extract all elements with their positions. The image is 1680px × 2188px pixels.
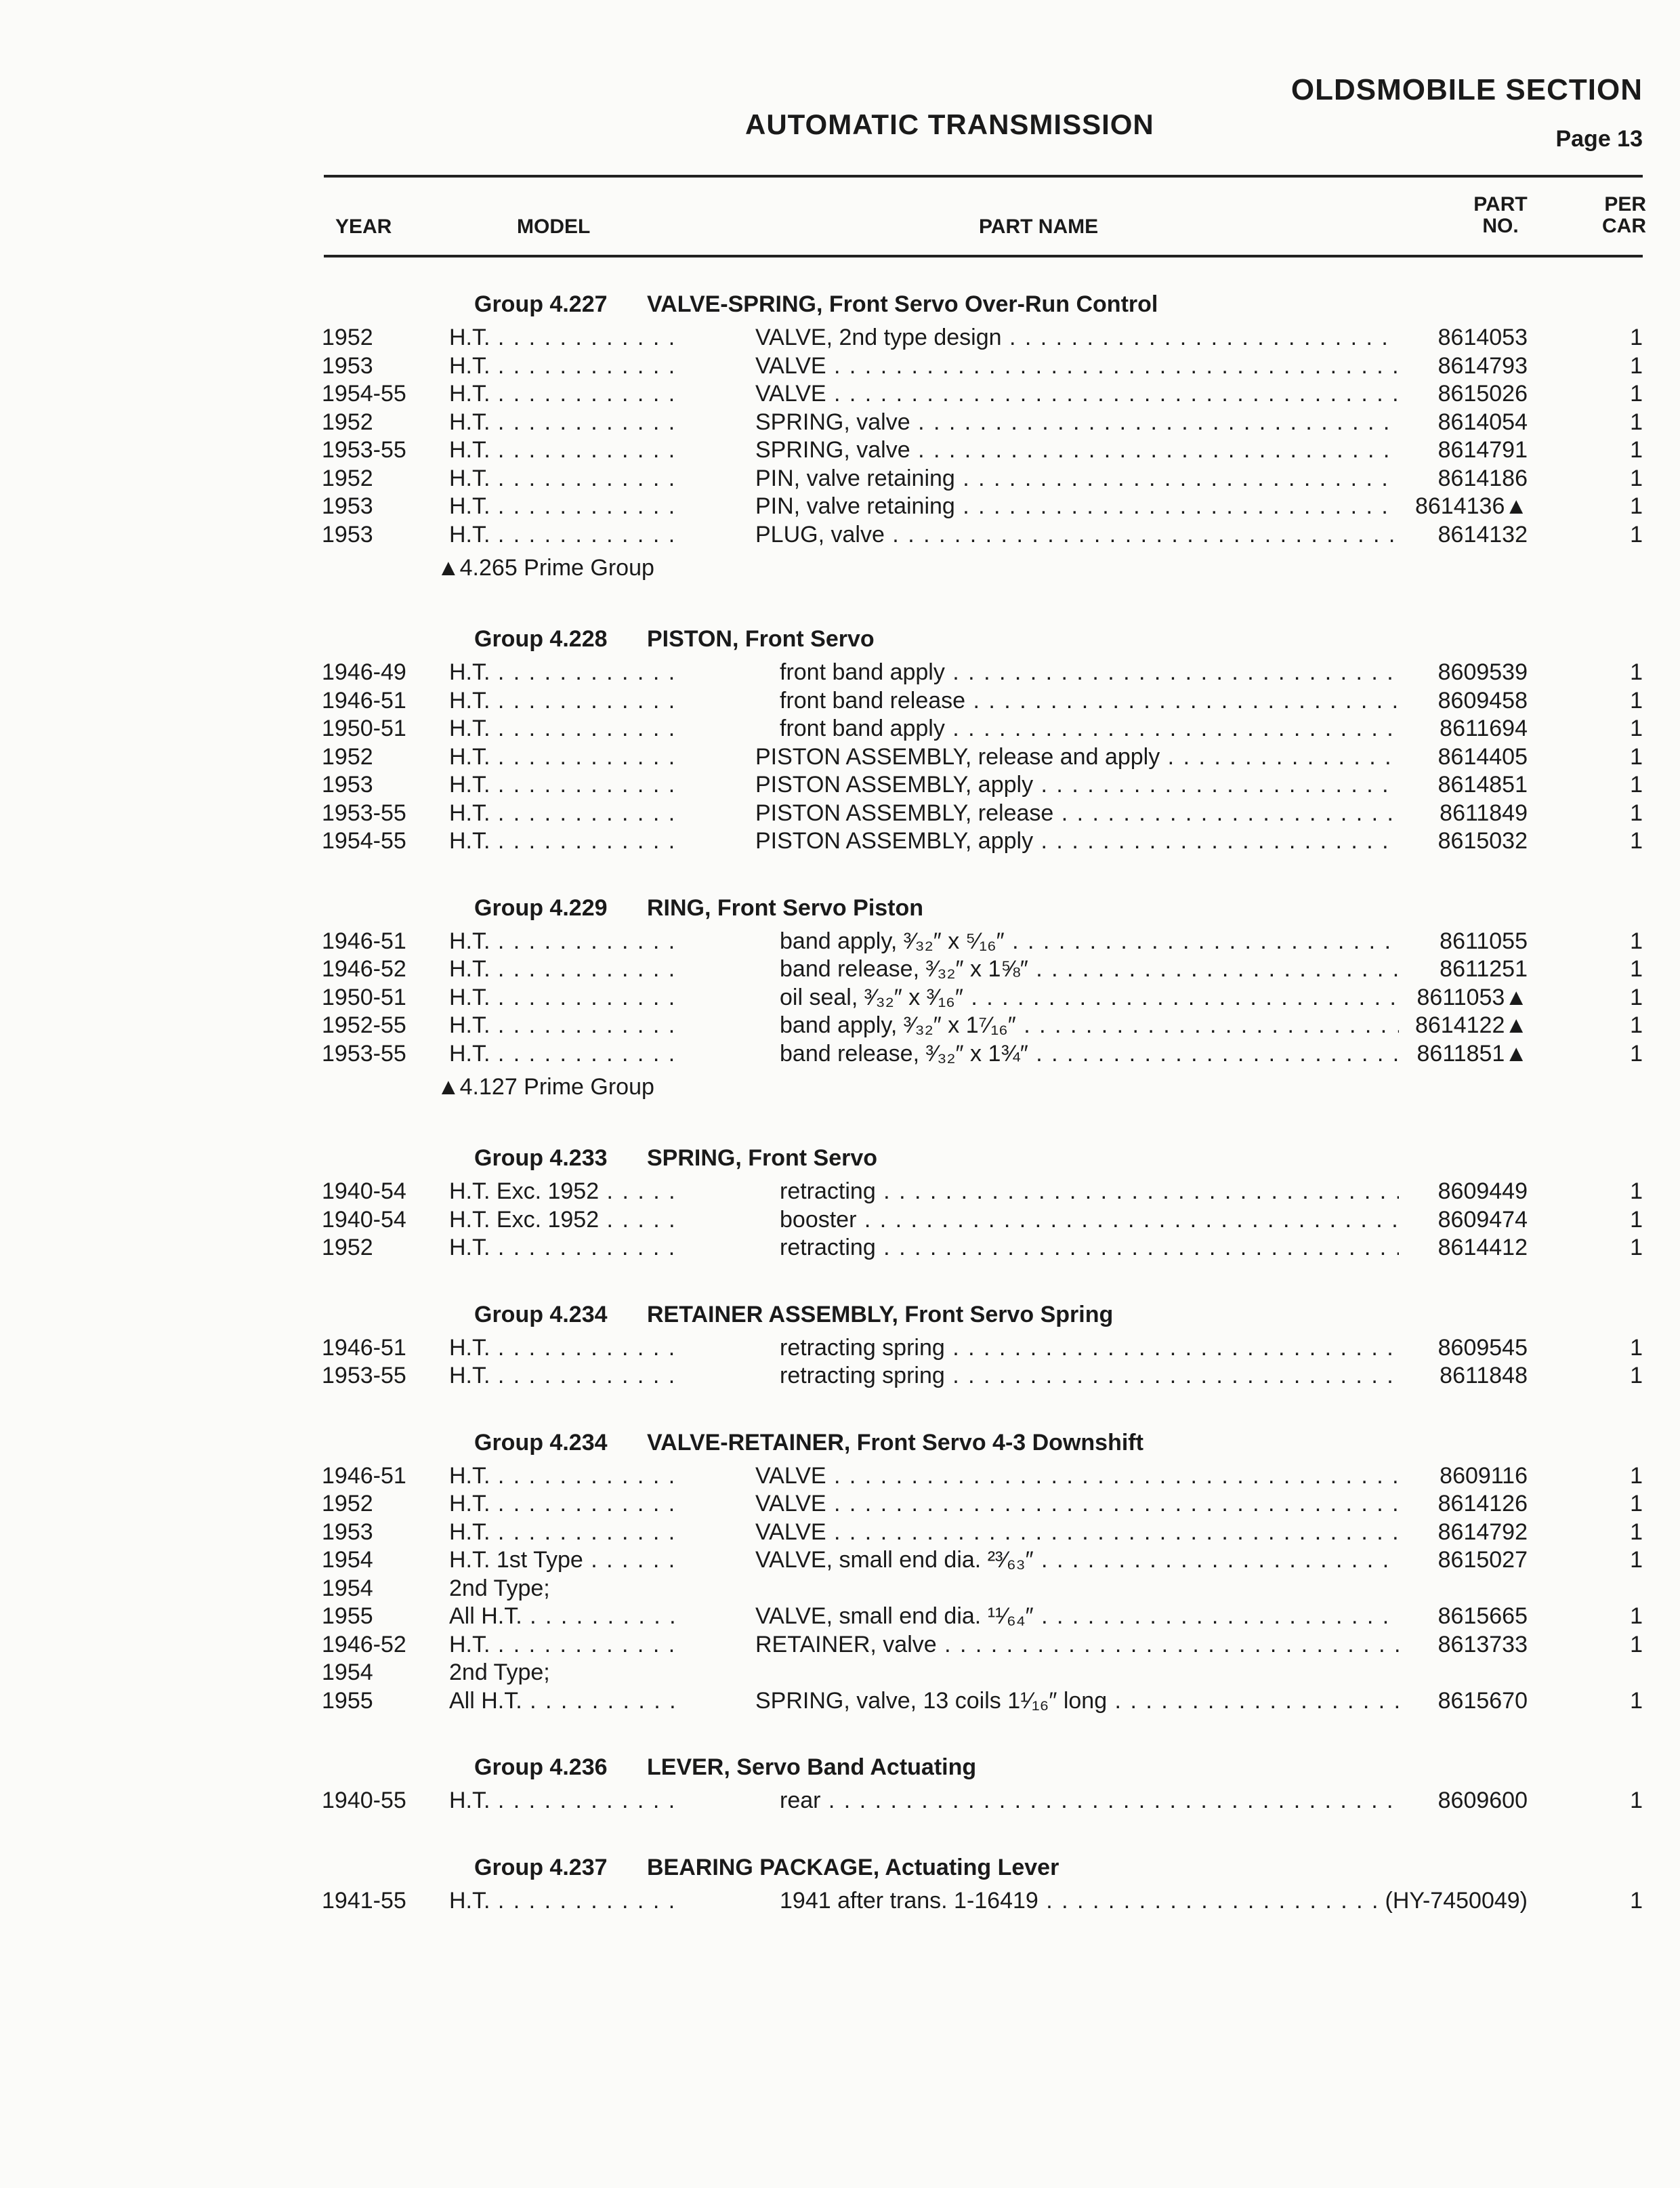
group-footnote: ▲4.265 Prime Group [437,555,654,581]
part-name: retracting . . . [780,1234,1399,1262]
section-title: OLDSMOBILE SECTION [1290,73,1643,106]
part-number: 8615665 [1434,1603,1528,1631]
group-header [322,1140,1643,1178]
part-year: 1941-55 [322,1887,406,1914]
part-model: H.T. . . . [449,1887,679,1916]
part-number: 8614132 [1434,521,1528,550]
part-name: VALVE . . . [755,1490,1399,1519]
parts-group [322,1140,1643,1262]
part-model: H.T. . . . [449,493,679,521]
part-row [322,984,1643,1012]
part-year: 1953 [322,521,373,548]
part-year: 1950-51 [322,984,406,1010]
part-row [322,1546,1643,1575]
part-row [322,715,1643,743]
part-number: 8609116 [1435,1462,1528,1491]
per-car: 1 [1630,772,1643,798]
part-year: 1952 [322,743,373,770]
group-header [322,1296,1643,1334]
part-number: 8614126 [1434,1490,1528,1519]
per-car: 1 [1630,828,1643,854]
part-number: 8609539 [1434,659,1528,687]
part-model: H.T. Exc. 1952 . . . [449,1206,679,1235]
part-year: 1955 [322,1687,373,1714]
part-year: 1946-49 [322,659,406,685]
part-row [322,1206,1643,1235]
per-car: 1 [1630,659,1643,685]
per-car: 1 [1630,465,1643,491]
part-model: H.T. . . . [449,1040,679,1069]
part-number: 8614405 [1434,743,1528,772]
group-title: LEVER, Servo Band Actuating [647,1754,977,1780]
per-car: 1 [1630,716,1643,741]
part-model: H.T. . . . [449,1519,679,1547]
part-year: 1953 [322,352,373,379]
part-model: H.T. . . . [449,1787,679,1815]
per-car: 1 [1630,493,1643,519]
per-car: 1 [1630,1788,1643,1813]
part-year: 1952 [322,465,373,491]
part-row [322,827,1643,856]
part-year: 1952 [322,1235,373,1260]
part-model: H.T. . . . [449,465,679,493]
part-model: H.T. . . . [449,352,679,381]
per-car: 1 [1630,325,1643,350]
part-row [322,493,1643,521]
part-model: H.T. . . . [449,827,679,856]
part-number: 8611251 [1435,955,1528,984]
part-model: H.T. . . . [449,715,679,743]
part-number: 8609449 [1434,1178,1528,1206]
part-row [322,1490,1643,1519]
per-car: 1 [1630,409,1643,435]
per-car: 1 [1630,1462,1643,1489]
part-model: H.T. . . . [449,436,679,465]
part-number: 8614851 [1434,771,1528,800]
part-number: 8614053 [1434,324,1528,352]
part-year: 1940-55 [322,1788,406,1813]
part-name: PISTON ASSEMBLY, apply . . . [755,771,1399,800]
part-name: VALVE . . . [755,1519,1399,1547]
part-number: (HY-7450049) [1381,1887,1528,1916]
part-number: 8614793 [1434,352,1528,381]
part-row [322,436,1643,465]
part-name: band release, ³⁄₃₂″ x 1⅝″ . . . [780,955,1399,984]
part-year: 1946-52 [322,956,406,982]
page-title: AUTOMATIC TRANSMISSION [745,108,1154,140]
part-name: oil seal, ³⁄₃₂″ x ³⁄₁₆″ . . . [780,984,1399,1012]
column-header-per-car-line2: CAR [1602,215,1646,237]
part-name: VALVE, small end dia. ¹¹⁄₆₄″ . . . [755,1603,1399,1631]
part-year: 1955 [322,1603,373,1629]
per-car: 1 [1630,800,1643,826]
per-car: 1 [1630,984,1643,1010]
part-number: 8614122▲ [1411,1012,1528,1040]
part-name: PISTON ASSEMBLY, release and apply . . . [755,743,1399,772]
part-year: 1952 [322,1491,373,1516]
column-header-per-car-line1: PER [1604,193,1646,215]
part-name: PIN, valve retaining . . . [755,465,1399,493]
per-car: 1 [1630,1687,1643,1714]
part-model: H.T. . . . [449,687,679,716]
part-model: H.T. . . . [449,771,679,800]
group-header [322,1424,1643,1462]
parts-group [322,1296,1643,1390]
part-year: 1940-54 [322,1178,406,1204]
part-row [322,1887,1643,1916]
part-name: VALVE . . . [755,352,1399,381]
part-name: retracting spring . . . [780,1334,1399,1363]
part-model: H.T. . . . [449,955,679,984]
part-row [322,521,1643,550]
part-name: retracting . . . [780,1178,1399,1206]
part-year: 1953-55 [322,437,406,463]
part-number: 8609600 [1434,1787,1528,1815]
part-row [322,465,1643,493]
part-number: 8614136▲ [1411,493,1528,521]
part-name: booster . . . [780,1206,1399,1235]
part-model: H.T. . . . [449,743,679,772]
part-name: VALVE . . . [755,1462,1399,1491]
part-model: H.T. . . . [449,1334,679,1363]
part-year: 1954-55 [322,381,406,407]
part-name: PIN, valve retaining . . . [755,493,1399,521]
group-title: BEARING PACKAGE, Actuating Lever [647,1854,1059,1880]
part-year: 1950-51 [322,716,406,741]
part-row [322,687,1643,716]
part-row [322,324,1643,352]
part-row [322,1787,1643,1815]
part-model: H.T. Exc. 1952 . . . [449,1178,679,1206]
part-name: VALVE . . . [755,380,1399,409]
part-number: 8615032 [1434,827,1528,856]
per-car: 1 [1630,1547,1643,1573]
part-row [322,409,1643,437]
part-name: RETAINER, valve . . . [755,1631,1399,1659]
part-model: H.T. . . . [449,984,679,1012]
part-year: 1946-51 [322,1462,406,1489]
part-model: H.T. . . . [449,1234,679,1262]
part-model: H.T. . . . [449,324,679,352]
part-model: H.T. . . . [449,380,679,409]
part-number: 8613733 [1434,1631,1528,1659]
per-car: 1 [1630,1519,1643,1545]
part-year: 1946-51 [322,928,406,954]
part-row [322,928,1643,956]
part-model: H.T. . . . [449,1462,679,1491]
column-header-part-no-line1: PART [1473,193,1528,215]
part-row [322,1012,1643,1040]
part-number: 8611055 [1435,928,1528,956]
part-row [322,1234,1643,1262]
part-model: H.T. . . . [449,659,679,687]
part-name: SPRING, valve, 13 coils 1¹⁄₁₆″ long . . . [755,1687,1399,1716]
part-year: 1952 [322,325,373,350]
group-number: Group 4.227 [474,291,608,317]
part-name: VALVE, 2nd type design . . . [755,324,1399,352]
part-name: retracting spring . . . [780,1362,1399,1390]
per-car: 1 [1630,1491,1643,1516]
part-row [322,1603,1643,1631]
group-number: Group 4.228 [474,626,608,652]
part-number: 8609545 [1434,1334,1528,1363]
parts-group [322,621,1643,856]
header-rule-top [324,175,1643,178]
per-car: 1 [1630,1206,1643,1233]
part-model: H.T. 1st Type . . . [449,1546,679,1575]
group-title: VALVE-RETAINER, Front Servo 4-3 Downshift [647,1429,1143,1456]
parts-group [322,1849,1643,1916]
part-row [322,743,1643,772]
part-model: All H.T. . . . [449,1603,679,1631]
per-car: 1 [1630,352,1643,379]
part-number: 8609474 [1434,1206,1528,1235]
part-year: 1954 [322,1659,373,1685]
group-header [322,286,1643,324]
part-name: SPRING, valve . . . [755,436,1399,465]
part-row [322,1462,1643,1491]
per-car: 1 [1630,1040,1643,1067]
part-year: 1953-55 [322,800,406,826]
per-car: 1 [1630,437,1643,463]
group-header [322,890,1643,928]
per-car: 1 [1630,1178,1643,1204]
part-model: 2nd Type; [449,1659,550,1685]
part-year: 1953 [322,1519,373,1545]
group-header [322,621,1643,659]
parts-group [322,286,1643,587]
part-row [322,659,1643,687]
per-car: 1 [1630,743,1643,770]
per-car: 1 [1630,1631,1643,1657]
part-name: SPRING, valve . . . [755,409,1399,437]
group-title: SPRING, Front Servo [647,1145,878,1171]
group-number: Group 4.236 [474,1754,608,1780]
column-header-part-name: PART NAME [979,215,1099,238]
per-car: 1 [1630,1603,1643,1629]
part-row [322,1631,1643,1659]
part-year: 1953 [322,772,373,798]
part-number: 8614412 [1434,1234,1528,1262]
per-car: 1 [1630,956,1643,982]
group-footnote: ▲4.127 Prime Group [437,1074,654,1100]
part-number: 8615027 [1434,1546,1528,1575]
part-name: rear . . . [780,1787,1399,1815]
group-number: Group 4.229 [474,894,608,921]
part-number: 8609458 [1434,687,1528,716]
part-year: 1946-51 [322,1334,406,1361]
part-number: 8614791 [1434,436,1528,465]
part-year: 1946-51 [322,687,406,714]
part-row [322,380,1643,409]
part-row [322,1040,1643,1069]
part-model: H.T. . . . [449,1490,679,1519]
part-year: 1940-54 [322,1206,406,1233]
group-number: Group 4.233 [474,1145,608,1171]
per-car: 1 [1630,381,1643,407]
part-row [322,771,1643,800]
part-year: 1954 [322,1547,373,1573]
part-name: band release, ³⁄₃₂″ x 1¾″ . . . [780,1040,1399,1069]
part-row [322,1334,1643,1363]
part-row [322,1659,1643,1687]
per-car: 1 [1630,1334,1643,1361]
part-number: 8611851▲ [1413,1040,1528,1069]
part-name: PISTON ASSEMBLY, apply . . . [755,827,1399,856]
per-car: 1 [1630,521,1643,548]
per-car: 1 [1630,1012,1643,1038]
part-number: 8611848 [1435,1362,1528,1390]
per-car: 1 [1630,1235,1643,1260]
part-model: H.T. . . . [449,928,679,956]
part-name: PLUG, valve . . . [755,521,1399,550]
column-header-year: YEAR [335,215,392,238]
part-number: 8615026 [1434,380,1528,409]
part-number: 8615670 [1434,1687,1528,1716]
page-number: Page 13 [1555,126,1643,152]
part-row [322,800,1643,828]
part-row [322,1362,1643,1390]
per-car: 1 [1630,1887,1643,1914]
column-header-model: MODEL [517,215,591,238]
part-model: H.T. . . . [449,1631,679,1659]
part-name: front band apply . . . [780,659,1399,687]
part-row [322,1575,1643,1603]
part-row [322,1519,1643,1547]
part-name: front band release . . . [780,687,1399,716]
group-number: Group 4.234 [474,1429,608,1456]
column-header-part-no [1463,194,1538,237]
parts-list [322,286,1643,1949]
part-model: H.T. . . . [449,1362,679,1390]
part-name: PISTON ASSEMBLY, release . . . [755,800,1399,828]
part-name: front band apply . . . [780,715,1399,743]
part-name: band apply, ³⁄₃₂″ x 1⁷⁄₁₆″ . . . [780,1012,1399,1040]
part-name: 1941 after trans. 1-16419 . . . [780,1887,1399,1916]
part-row [322,1687,1643,1716]
part-year: 1954 [322,1575,373,1601]
part-year: 1953-55 [322,1040,406,1067]
part-number: 8611694 [1435,715,1528,743]
part-name: band apply, ³⁄₃₂″ x ⁵⁄₁₆″ . . . [780,928,1399,956]
part-year: 1954-55 [322,828,406,854]
group-title: VALVE-SPRING, Front Servo Over-Run Control [647,291,1158,317]
part-row [322,352,1643,381]
part-model: H.T. . . . [449,409,679,437]
part-year: 1952 [322,409,373,435]
group-title: RING, Front Servo Piston [647,894,924,921]
group-title: RETAINER ASSEMBLY, Front Servo Spring [647,1301,1114,1327]
part-year: 1946-52 [322,1631,406,1657]
part-row [322,955,1643,984]
group-number: Group 4.237 [474,1854,608,1880]
parts-group [322,890,1643,1107]
part-name: VALVE, small end dia. ²³⁄₆₃″ . . . [755,1546,1399,1575]
part-year: 1952-55 [322,1012,406,1038]
part-model: H.T. . . . [449,1012,679,1040]
part-row [322,1178,1643,1206]
part-number: 8614054 [1434,409,1528,437]
group-header [322,1849,1643,1887]
column-header-per-car [1578,194,1646,237]
part-model: 2nd Type; [449,1575,550,1601]
part-year: 1953 [322,493,373,519]
part-year: 1953-55 [322,1363,406,1388]
per-car: 1 [1630,1363,1643,1388]
per-car: 1 [1630,928,1643,954]
group-number: Group 4.234 [474,1301,608,1327]
part-number: 8614186 [1434,465,1528,493]
part-number: 8614792 [1434,1519,1528,1547]
part-number: 8611849 [1435,800,1528,828]
group-title: PISTON, Front Servo [647,626,875,652]
column-header-part-no-line2: NO. [1482,215,1519,237]
per-car: 1 [1630,687,1643,714]
group-header [322,1749,1643,1787]
parts-group [322,1424,1643,1716]
part-model: All H.T. . . . [449,1687,679,1716]
part-model: H.T. . . . [449,800,679,828]
part-number: 8611053▲ [1413,984,1528,1012]
part-model: H.T. . . . [449,521,679,550]
header-rule-bottom [324,255,1643,257]
parts-group [322,1749,1643,1815]
